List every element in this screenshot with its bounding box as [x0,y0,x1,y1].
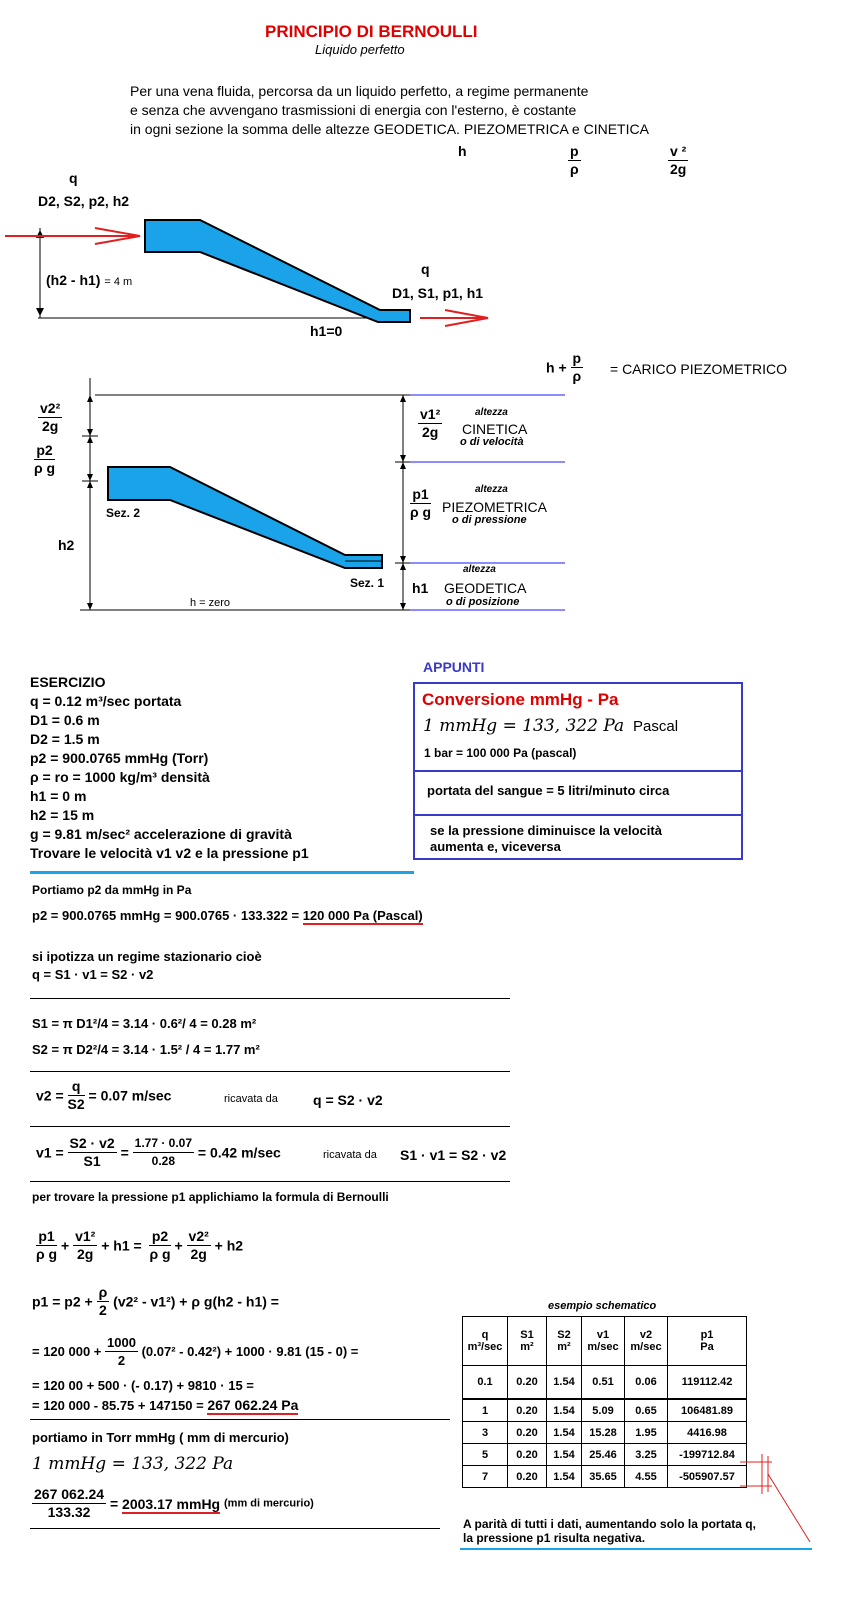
altezza-label: altezza [475,407,508,418]
table-cell: p1 Pa [668,1317,747,1366]
appunti-label: APPUNTI [423,659,485,675]
table-cell: 4416.98 [668,1422,747,1444]
q-label-bottom: q [421,261,430,277]
continuity-equation: q = S1 · v1 = S2 · v2 [32,967,154,982]
table-cell: 1.54 [547,1422,582,1444]
torr-calc: $\frac{267 062.24}{133.32}$ = 2003.17 mmHg (mm di mercurio) [34,1486,314,1520]
table-cell: 1.95 [625,1422,668,1444]
v1-source: S1 · v1 = S2 · v2 [400,1147,507,1163]
table-cell: 1.54 [547,1466,582,1488]
table-cell: S1 m² [508,1317,547,1366]
table-cell: S2 m² [547,1317,582,1366]
sangue-note: portata del sangue = 5 litri/minuto circa [427,783,670,798]
cinetica-label: CINETICA [462,421,528,437]
torr-formula: 1 mmHg = 133, 322 Pa [32,1454,234,1474]
divider [30,1071,510,1072]
table-header-row [463,1317,747,1366]
table-cell: 15.28 [582,1422,625,1444]
p2-over-rho-g: $\frac{p2}{\text{ρ g}}$ [34,442,56,476]
conversion-formula: 1 mmHg = 133, 322 Pa [423,716,625,736]
intro-line: e senza che avvengano trasmissioni di energia con l'esterno, è costante [130,102,577,118]
intro-line: in ogni sezione la somma delle altezze GEODETICA. PIEZOMETRICA e CINETICA [130,121,649,137]
table-cell: 4.55 [625,1466,668,1488]
conversion-title: Conversione mmHg - Pa [422,690,619,709]
divider [30,1181,510,1182]
p1-calc-step1: = 120 000 + $\frac{1000}{2}$ (0.07² - 0.42²) + 1000 · 9.81 (15 - 0) = [32,1335,359,1368]
appunti-box [413,682,743,860]
table-cell: 119112.42 [668,1366,747,1400]
symbol-h: h [458,143,467,159]
exercise-data: ESERCIZIO q = 0.12 m³/sec portata D1 = 0.6 m D2 = 1.5 m p2 = 900.0765 mmHg (Torr) ρ = ro = 1000 kg/m³ densità h1 = 0 m h2 = 15 m g = 9.81 m/sec² accelerazione di gravità Trovare le velocità v1 v2 e la pressione p1 [30,674,309,861]
p1-over-rho-g: $\frac{p1}{\text{ρ g}}$ [410,486,432,520]
page-subtitle: Liquido perfetto [315,42,405,57]
carico-formula: h + $\frac{p}{\rho}$ [546,350,582,384]
divider [30,1528,440,1529]
table-cell: 1.54 [547,1366,582,1400]
table-cell: 35.65 [582,1466,625,1488]
geodetica-label: GEODETICA [444,580,527,596]
table-row [463,1444,747,1466]
piezometrica-label: PIEZOMETRICA [442,499,548,515]
pascal-label: Pascal [633,718,679,735]
h1-label: h1 [412,580,429,596]
table-cell: 0.51 [582,1366,625,1400]
dh-label: (h2 - h1) = 4 m [46,272,133,288]
table-caption: esempio schematico [548,1300,657,1312]
q-label-top: q [69,170,78,186]
table-cell: v1 m/sec [582,1317,625,1366]
conversion-heading: Portiamo p2 da mmHg in Pa [32,883,192,897]
example-table [462,1316,747,1488]
altezza-label: altezza [475,484,508,495]
pipe-shape-2 [108,467,382,568]
bernoulli-equation: $\frac{p1}{\text{ρ g}}$ + $\frac{\text{v1²}}{2g}$ + h1 = $\frac{p2}{\text{ρ g}}$ + $\frac{\text{v2²}}{2g}$ + h2 [36,1228,244,1262]
table-cell: 0.06 [625,1366,668,1400]
v2-calc: v2 = $\frac{q}{S2}$ = 0.07 m/sec [36,1078,172,1112]
table-cell: v2 m/sec [625,1317,668,1366]
h-zero-label: h = zero [190,597,231,609]
ricavata-label: ricavata da [224,1093,278,1105]
table-cell: 0.20 [508,1366,547,1400]
table-cell: 0.20 [508,1422,547,1444]
table-cell: 0.20 [508,1466,547,1488]
v2-squared-over-2g: $\frac{\text{v2²}}{2g}$ [40,400,61,434]
table-cell: 1 [463,1399,508,1422]
p1-calc-step3: = 120 000 - 85.75 + 147150 = 267 062.24 Pa [32,1397,299,1413]
table-row [463,1422,747,1444]
table-cell: q m³/sec [463,1317,508,1366]
p2-conversion: p2 = 900.0765 mmHg = 900.0765 · 133.322 = 120 000 Pa (Pascal) [32,908,423,923]
table-cell: 1.54 [547,1444,582,1466]
v2-source: q = S2 · v2 [313,1092,383,1108]
divider [30,1419,450,1420]
table-cell: 3.25 [625,1444,668,1466]
h2-label: h2 [58,537,75,553]
v1-calc: v1 = $\frac{S2 \cdot v2}{S1}$ = $\frac{1.77 \cdot 0.07}{0.28}$ = 0.42 m/sec [36,1135,281,1169]
table-cell: -505907.57 [668,1466,747,1488]
table-cell: 0.65 [625,1399,668,1422]
torr-heading: portiamo in Torr mmHg ( mm di mercurio) [32,1430,289,1445]
table-cell: 0.20 [508,1444,547,1466]
stationary-text: si ipotizza un regime stazionario cioè [32,949,262,964]
table-cell: 3 [463,1422,508,1444]
intro-line: Per una vena fluida, percorsa da un liquido perfetto, a regime permanente [130,83,589,99]
table-cell: 106481.89 [668,1399,747,1422]
divider [460,1548,812,1550]
table-row [463,1466,747,1488]
symbol-p-over-rho: $\frac{p}{\rho}$ [569,143,579,177]
table-note: A parità di tutti i dati, aumentando solo la portata q, la pressione p1 risulta negativa. [463,1517,756,1545]
pressione-label: o di pressione [452,514,527,526]
sez2-label: Sez. 2 [106,506,141,520]
p1-formula: p1 = p2 + $\frac{\rho}{2}$ (v2² - v1²) + ρ g(h2 - h1) = [32,1284,279,1318]
table-cell: 7 [463,1466,508,1488]
carico-label: = CARICO PIEZOMETRICO [610,361,787,377]
divider [30,1126,510,1127]
table-cell: 25.46 [582,1444,625,1466]
altezza-label: altezza [463,564,496,575]
posizione-label: o di posizione [446,596,520,608]
symbol-v2-over-2g: $\frac{\text{v ²}}{2g}$ [670,143,687,177]
table-cell: -199712.84 [668,1444,747,1466]
s1-calc: S1 = π D1²/4 = 3.14 · 0.6²/ 4 = 0.28 m² [32,1016,257,1031]
divider [30,998,510,999]
table-row [463,1399,747,1422]
bernoulli-intro: per trovare la pressione p1 applichiamo la formula di Bernoulli [32,1190,389,1204]
s2-calc: S2 = π D2²/4 = 3.14 · 1.5² / 4 = 1.77 m² [32,1042,260,1057]
table-cell: 1.54 [547,1399,582,1422]
ricavata-label: ricavata da [323,1149,377,1161]
p1-calc-step2: = 120 00 + 500 · (- 0.17) + 9810 · 15 = [32,1378,254,1393]
h1-zero-label: h1=0 [310,323,343,339]
table-cell: 5 [463,1444,508,1466]
section2-label: D2, S2, p2, h2 [38,193,130,209]
table-cell: 0.1 [463,1366,508,1400]
velocita-label: o di velocità [460,436,524,448]
sez1-label: Sez. 1 [350,576,385,590]
pressure-note: se la pressione diminuisce la velocità [430,823,662,838]
exercise-title: ESERCIZIO [30,674,106,690]
table-cell: 5.09 [582,1399,625,1422]
v1-squared-over-2g: $\frac{\text{v1²}}{2g}$ [420,406,441,440]
bar-conversion: 1 bar = 100 000 Pa (pascal) [424,746,577,760]
table-row [463,1366,747,1400]
divider [30,871,414,874]
page-title: PRINCIPIO DI BERNOULLI [265,22,478,41]
section1-label: D1, S1, p1, h1 [392,285,484,301]
table-cell: 0.20 [508,1399,547,1422]
pressure-note: aumenta e, viceversa [430,839,561,854]
pipe-diagram-2 [0,0,847,620]
